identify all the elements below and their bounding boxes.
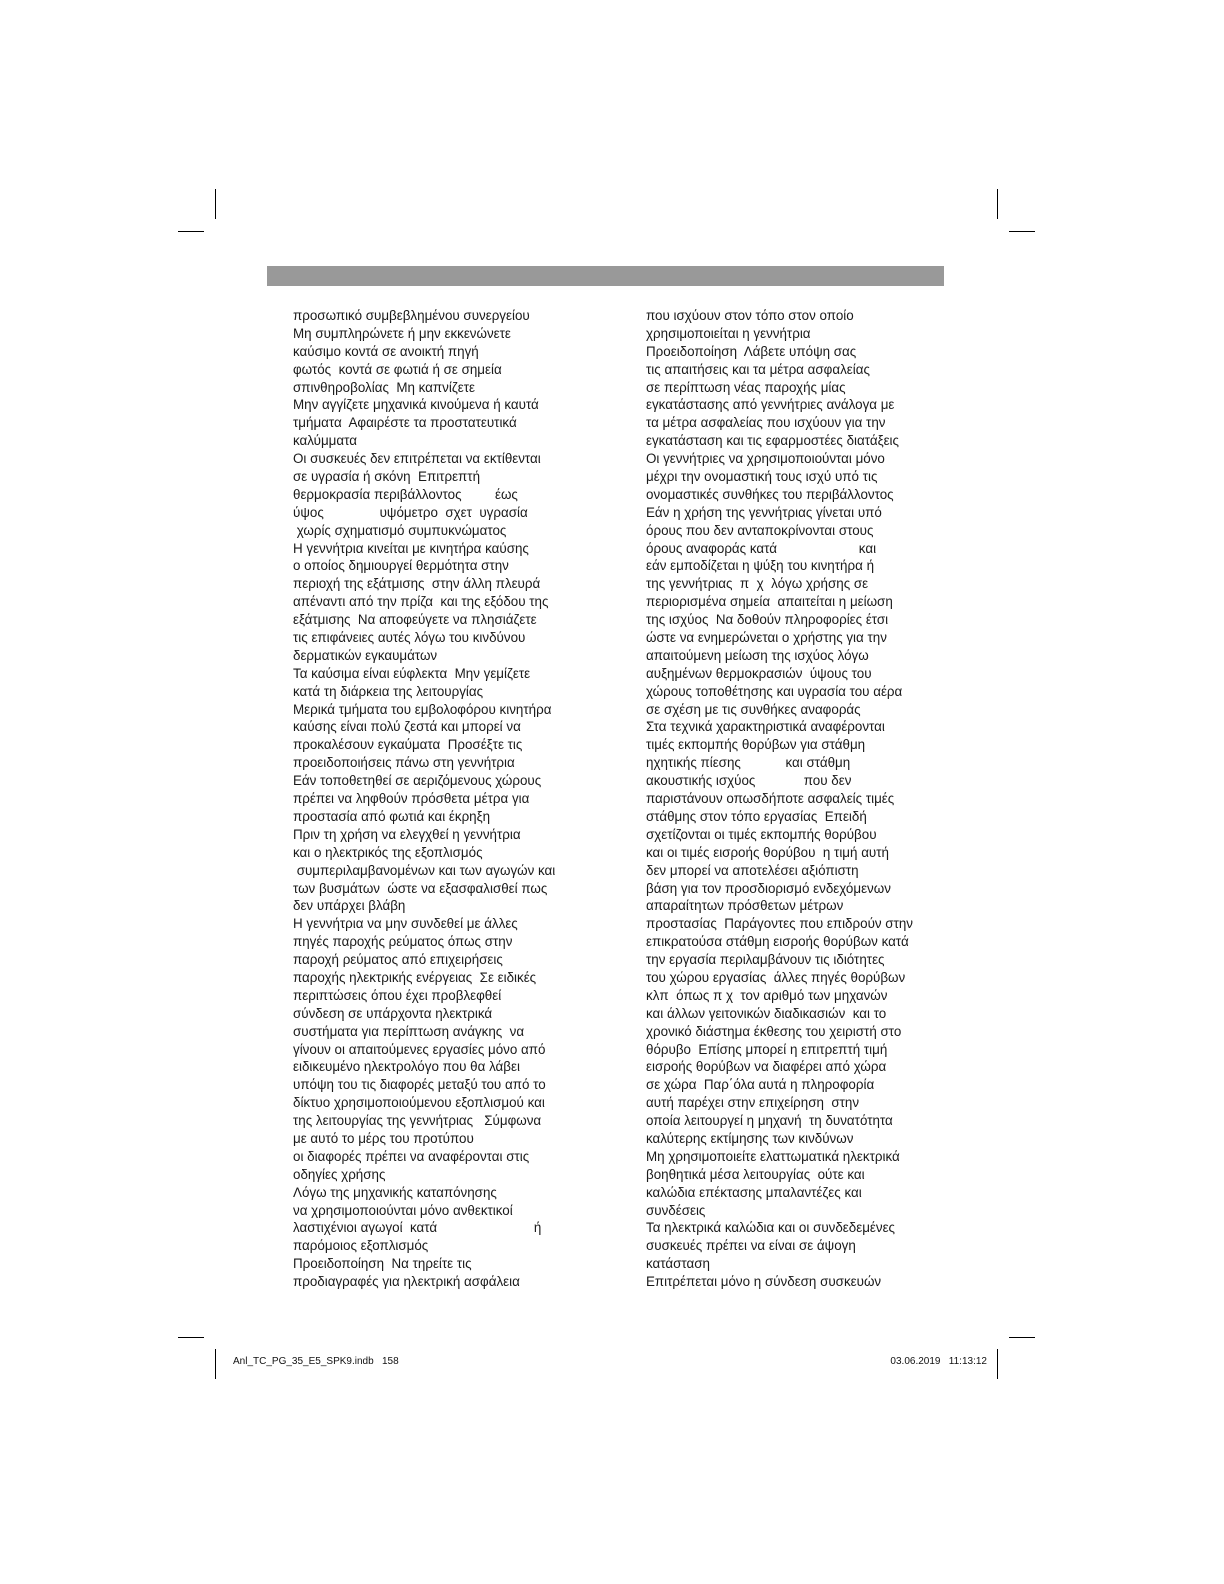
text-line: Επιτρέπεται μόνο η σύνδεση συσκευών bbox=[646, 1274, 882, 1290]
text-line: όρους αναφοράς κατά και bbox=[646, 540, 877, 556]
text-line: θόρυβο Επίσης μπορεί η επιτρεπτή τιμή bbox=[646, 1041, 888, 1057]
text-line: απαραίτητων πρόσθετων μέτρων bbox=[646, 898, 844, 914]
text-line: φωτός κοντά σε φωτιά ή σε σημεία bbox=[293, 361, 502, 377]
text-line: σπινθηροβολίας Μη καπνίζετε bbox=[293, 379, 475, 395]
text-line: σε υγρασία ή σκόνη Επιτρεπτή bbox=[293, 469, 481, 485]
text-line: τμήματα Αφαιρέστε τα προστατευτικά bbox=[293, 415, 517, 431]
text-line: ο οποίος δημιουργεί θερμότητα στην bbox=[293, 558, 509, 574]
text-line: μέχρι την ονομαστική τους ισχύ υπό τις bbox=[646, 469, 878, 485]
text-line: καύσης είναι πολύ ζεστά και μπορεί να bbox=[293, 719, 521, 735]
text-line: ειδικευμένο ηλεκτρολόγο που θα λάβει bbox=[293, 1059, 520, 1075]
text-line: σχετίζονται οι τιμές εκπομπής θορύβου bbox=[646, 826, 877, 842]
text-line: περιοχή της εξάτμισης στην άλλη πλευρά bbox=[293, 576, 541, 592]
text-line: πηγές παροχής ρεύματος όπως στην bbox=[293, 934, 513, 950]
text-line: εισροής θορύβων να διαφέρει από χώρα bbox=[646, 1059, 887, 1075]
text-line: παροχής ηλεκτρικής ενέργειας Σε ειδικές bbox=[293, 969, 537, 985]
text-line: Εάν τοποθετηθεί σε αεριζόμενους χώρους bbox=[293, 773, 542, 789]
text-line: Η γεννήτρια κινείται με κινητήρα καύσης bbox=[293, 540, 529, 556]
text-line: βάση για τον προσδιορισμό ενδεχόμενων bbox=[646, 880, 891, 896]
text-line: στάθμης στον τόπο εργασίας Επειδή bbox=[646, 808, 867, 824]
text-line: εάν εμποδίζεται η ψύξη του κινητήρα ή bbox=[646, 558, 875, 574]
text-line: πρέπει να ληφθούν πρόσθετα μέτρα για bbox=[293, 791, 530, 807]
text-line: την εργασία περιλαμβάνουν τις ιδιότητες bbox=[646, 952, 885, 968]
text-line: προειδοποιήσεις πάνω στη γεννήτρια bbox=[293, 755, 515, 771]
text-line: τιμές εκπομπής θορύβων για στάθμη bbox=[646, 737, 866, 753]
text-line: θερμοκρασία περιβάλλοντος έως bbox=[293, 486, 518, 502]
crop-mark-top-right-horizontal bbox=[1009, 231, 1035, 232]
text-line: και οι τιμές εισροής θορύβου η τιμή αυτή bbox=[646, 844, 889, 860]
text-line: Πριν τη χρήση να ελεγχθεί η γεννήτρια bbox=[293, 826, 521, 842]
footer-timestamp: 03.06.2019 11:13:12 bbox=[890, 1356, 987, 1367]
text-line: παρόμοιος εξοπλισμός bbox=[293, 1238, 429, 1254]
text-line: ώστε να ενημερώνεται ο χρήστης για την bbox=[646, 630, 887, 646]
text-line: βοηθητικά μέσα λειτουργίας ούτε και bbox=[646, 1166, 865, 1182]
text-line: περιπτώσεις όπου έχει προβλεφθεί bbox=[293, 987, 502, 1003]
text-line: ηχητικής πίεσης και στάθμη bbox=[646, 755, 851, 771]
left-text-column bbox=[293, 307, 603, 1291]
text-line: της ισχύος Να δοθούν πληροφορίες έτσι bbox=[646, 612, 889, 628]
text-line: Μην αγγίζετε μηχανικά κινούμενα ή καυτά bbox=[293, 397, 539, 413]
text-line: σε περίπτωση νέας παροχής μίας bbox=[646, 379, 846, 395]
text-line: και ο ηλεκτρικός της εξοπλισμός bbox=[293, 844, 483, 860]
text-line: προστασίας Παράγοντες που επιδρούν στην bbox=[646, 916, 914, 932]
text-line: κατάσταση bbox=[646, 1256, 710, 1272]
text-line: καλώδια επέκτασης μπαλαντέζες και bbox=[646, 1184, 862, 1200]
text-line: εγκατάσταση και τις εφαρμοστέες διατάξεις bbox=[646, 433, 899, 449]
text-line: τις επιφάνειες αυτές λόγω του κινδύνου bbox=[293, 630, 526, 646]
text-line: Λόγω της μηχανικής καταπόνησης bbox=[293, 1184, 497, 1200]
text-line: να χρησιμοποιούνται μόνο ανθεκτικοί bbox=[293, 1202, 513, 1218]
text-line: εξάτμισης Να αποφεύγετε να πλησιάζετε bbox=[293, 612, 537, 628]
text-line: παριστάνουν οπωσδήποτε ασφαλείς τιμές bbox=[646, 791, 895, 807]
text-line: Εάν η χρήση της γεννήτριας γίνεται υπό bbox=[646, 504, 882, 520]
text-line: χρησιμοποιείται η γεννήτρια bbox=[646, 325, 811, 341]
crop-mark-bottom-right-horizontal bbox=[1009, 1337, 1035, 1338]
text-line: υπόψη του τις διαφορές μεταξύ του από το bbox=[293, 1077, 546, 1093]
text-line: εγκατάστασης από γεννήτριες ανάλογα με bbox=[646, 397, 895, 413]
text-line: συστήματα για περίπτωση ανάγκης να bbox=[293, 1023, 525, 1039]
text-line: και άλλων γειτονικών διαδικασιών και το bbox=[646, 1005, 887, 1021]
crop-mark-bottom-right-vertical bbox=[997, 1349, 998, 1379]
text-line: λαστιχένιοι αγωγοί κατά ή bbox=[293, 1220, 542, 1236]
text-line: κατά τη διάρκεια της λειτουργίας bbox=[293, 683, 484, 699]
text-line: τις απαιτήσεις και τα μέτρα ασφαλείας bbox=[646, 361, 870, 377]
text-line: Η γεννήτρια να μην συνδεθεί με άλλες bbox=[293, 916, 518, 932]
text-line: καλύτερης εκτίμησης των κινδύνων bbox=[646, 1130, 854, 1146]
text-line: καλύμματα bbox=[293, 433, 357, 449]
text-line: τα μέτρα ασφαλείας που ισχύουν για την bbox=[646, 415, 886, 431]
text-line: περιορισμένα σημεία απαιτείται η μείωση bbox=[646, 594, 893, 610]
text-line: της λειτουργίας της γεννήτριας Σύμφωνα bbox=[293, 1113, 542, 1129]
text-line: της γεννήτριας π χ λόγω χρήσης σε bbox=[646, 576, 869, 592]
footer-file-info: Anl_TC_PG_35_E5_SPK9.indb 158 bbox=[233, 1356, 399, 1367]
text-line: Προειδοποίηση Λάβετε υπόψη σας bbox=[646, 343, 857, 359]
text-line: που ισχύουν στον τόπο στον οποίο bbox=[646, 308, 854, 323]
text-line: συμπεριλαμβανομένων και των αγωγών και bbox=[293, 862, 556, 878]
text-line: Μη συμπληρώνετε ή μην εκκενώνετε bbox=[293, 325, 511, 341]
text-line: χωρίς σχηματισμό συμπυκνώματος bbox=[293, 522, 507, 538]
text-line: οποία λειτουργεί η μηχανή τη δυνατότητα bbox=[646, 1113, 893, 1129]
text-line: δερματικών εγκαυμάτων bbox=[293, 647, 438, 663]
text-line: Προειδοποίηση Να τηρείτε τις bbox=[293, 1256, 472, 1272]
text-line: γίνουν οι απαιτούμενες εργασίες μόνο από bbox=[293, 1041, 546, 1057]
text-line: Οι γεννήτριες να χρησιμοποιούνται μόνο bbox=[646, 451, 885, 467]
text-line: με αυτό το μέρς του προτύπου bbox=[293, 1130, 474, 1146]
section-header-bar bbox=[267, 266, 944, 286]
text-line: κλπ όπως π χ τον αριθμό των μηχανών bbox=[646, 987, 888, 1003]
text-line: σύνδεση σε υπάρχοντα ηλεκτρικά bbox=[293, 1005, 493, 1021]
text-line: αυτή παρέχει στην επιχείρηση στην bbox=[646, 1095, 860, 1111]
text-line: Μερικά τμήματα του εμβολοφόρου κινητήρα bbox=[293, 701, 552, 717]
crop-mark-bottom-left-horizontal bbox=[178, 1337, 204, 1338]
text-line: Στα τεχνικά χαρακτηριστικά αναφέρονται bbox=[646, 719, 885, 735]
text-line: σε σχέση με τις συνθήκες αναφοράς bbox=[646, 701, 861, 717]
text-line: προδιαγραφές για ηλεκτρική ασφάλεια bbox=[293, 1274, 520, 1290]
right-text-column bbox=[646, 307, 946, 1291]
text-line: οι διαφορές πρέπει να αναφέρονται στις bbox=[293, 1148, 530, 1164]
crop-mark-bottom-left-vertical bbox=[215, 1349, 216, 1379]
text-line: Μη χρησιμοποιείτε ελαττωματικά ηλεκτρικά bbox=[646, 1148, 900, 1164]
text-line: Τα ηλεκτρικά καλώδια και οι συνδεδεμένες bbox=[646, 1220, 896, 1236]
crop-mark-top-right-vertical bbox=[997, 189, 998, 219]
crop-mark-top-left-horizontal bbox=[178, 231, 204, 232]
text-line: προκαλέσουν εγκαύματα Προσέξτε τις bbox=[293, 737, 523, 753]
text-line: προσωπικό συμβεβλημένου συνεργείου bbox=[293, 308, 530, 323]
text-line: καύσιμο κοντά σε ανοικτή πηγή bbox=[293, 343, 479, 359]
text-line: συνδέσεις bbox=[646, 1202, 706, 1218]
text-line: συσκευές πρέπει να είναι σε άψογη bbox=[646, 1238, 856, 1254]
text-line: Τα καύσιμα είναι εύφλεκτα Μην γεμίζετε bbox=[293, 665, 531, 681]
text-line: χρονικό διάστημα έκθεσης του χειριστή στο bbox=[646, 1023, 902, 1039]
text-line: Οι συσκευές δεν επιτρέπεται να εκτίθενται bbox=[293, 451, 541, 467]
text-line: χώρους τοποθέτησης και υγρασία του αέρα bbox=[646, 683, 903, 699]
text-line: αυξημένων θερμοκρασιών ύψους του bbox=[646, 665, 872, 681]
text-line: δίκτυο χρησιμοποιούμενου εξοπλισμού και bbox=[293, 1095, 545, 1111]
text-line: ακουστικής ισχύος που δεν bbox=[646, 773, 852, 789]
text-line: επικρατούσα στάθμη εισροής θορύβων κατά bbox=[646, 934, 909, 950]
text-line: ονομαστικές συνθήκες του περιβάλλοντος bbox=[646, 486, 894, 502]
text-line: απέναντι από την πρίζα και της εξόδου της bbox=[293, 594, 549, 610]
text-line: του χώρου εργασίας άλλες πηγές θορύβων bbox=[646, 969, 906, 985]
text-line: ύψος υψόμετρο σχετ υγρασία bbox=[293, 504, 528, 520]
text-line: όρους που δεν ανταποκρίνονται στους bbox=[646, 522, 874, 538]
text-line: παροχή ρεύματος από επιχειρήσεις bbox=[293, 952, 503, 968]
text-line: δεν υπάρχει βλάβη bbox=[293, 898, 406, 914]
text-line: δεν μπορεί να αποτελέσει αξιόπιστη bbox=[646, 862, 859, 878]
crop-mark-top-left-vertical bbox=[215, 189, 216, 219]
text-line: προστασία από φωτιά και έκρηξη bbox=[293, 808, 491, 824]
text-line: απαιτούμενη μείωση της ισχύος λόγω bbox=[646, 647, 869, 663]
text-line: σε χώρα Παρ΄όλα αυτά η πληροφορία bbox=[646, 1077, 875, 1093]
text-line: οδηγίες χρήσης bbox=[293, 1166, 386, 1182]
text-line: των βυσμάτων ώστε να εξασφαλισθεί πως bbox=[293, 880, 548, 896]
